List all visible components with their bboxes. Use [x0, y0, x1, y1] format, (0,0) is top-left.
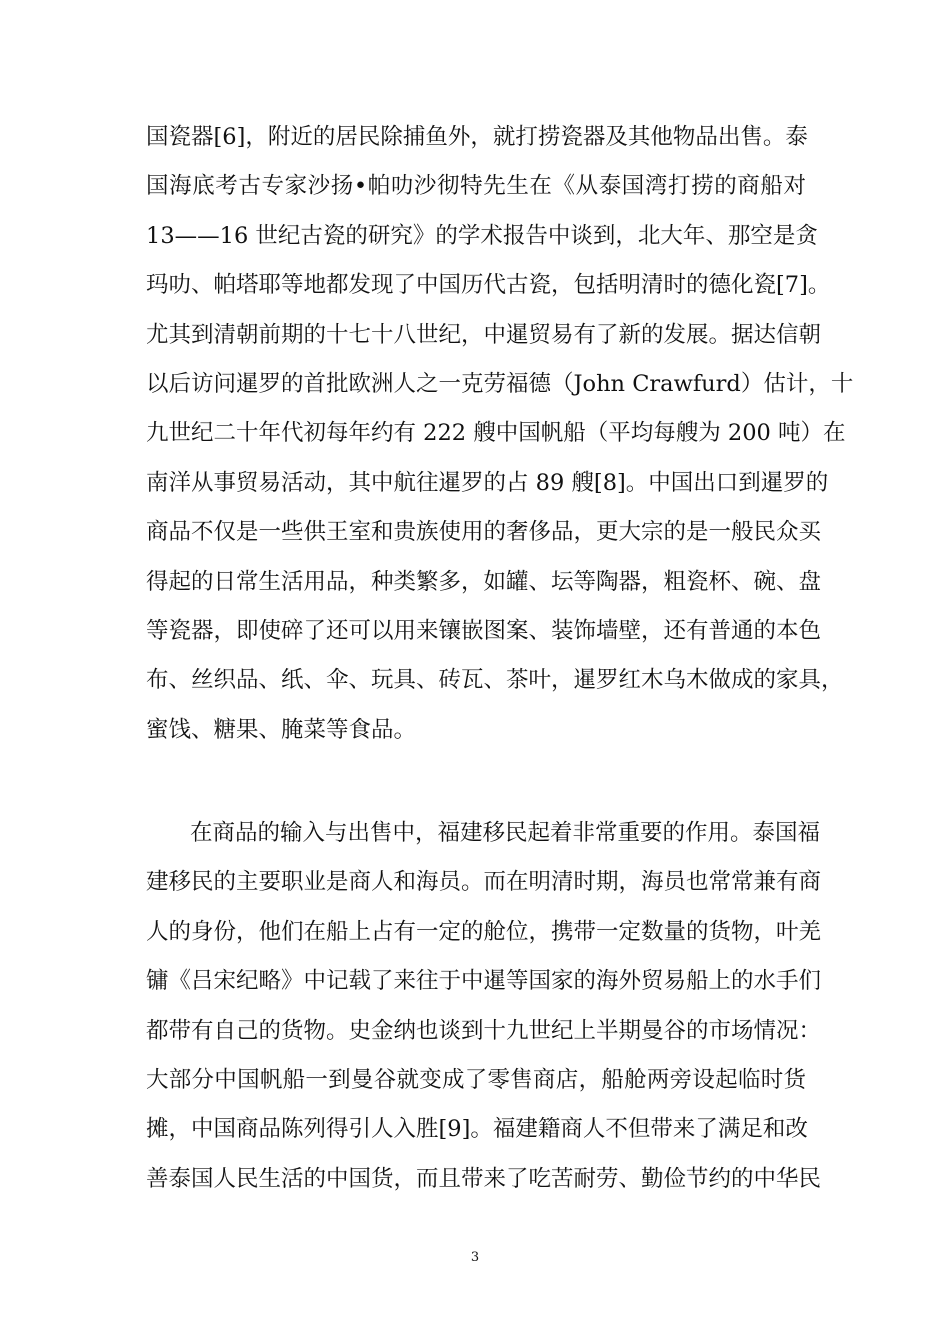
paragraph-line: 国瓷器[6]，附近的居民除捕鱼外，就打捞瓷器及其他物品出售。泰: [146, 124, 808, 150]
paragraph-line: 都带有自己的货物。史金纳也谈到十九世纪上半期曼谷的市场情况：: [146, 1017, 822, 1044]
paragraph-line: 布、丝织品、纸、伞、玩具、砖瓦、茶叶，暹罗红木乌木做成的家具，: [146, 667, 844, 694]
paragraph-2: [146, 814, 822, 1209]
paragraph-line: 13——16 世纪古瓷的研究》的学术报告中谈到，北大年、那空是贪: [146, 222, 818, 249]
paragraph-line: 商品不仅是一些供王室和贵族使用的奢侈品，更大宗的是一般民众买: [146, 519, 822, 546]
paragraph-line: 人的身份，他们在船上占有一定的舱位，携带一定数量的货物，叶羌: [146, 918, 822, 945]
paragraph-line: 南洋从事贸易活动，其中航往暹罗的占 89 艘[8]。中国出口到暹罗的: [146, 469, 829, 496]
paragraph-line: 善泰国人民生活的中国货，而且带来了吃苦耐劳、勤俭节约的中华民: [146, 1165, 822, 1192]
paragraph-1: [146, 118, 854, 760]
paragraph-line: 建移民的主要职业是商人和海员。而在明清时期，海员也常常兼有商: [146, 869, 822, 896]
paragraph-line: 以后访问暹罗的首批欧洲人之一克劳福德（John Crawfurd）估计，十: [146, 370, 854, 397]
paragraph-line: 国海底考古专家沙扬•帕叻沙彻特先生在《从泰国湾打捞的商船对: [146, 173, 806, 200]
paragraph-line: 玛叻、帕塔耶等地都发现了中国历代古瓷，包括明清时的德化瓷[7]。: [146, 272, 831, 299]
paragraph-line: 摊，中国商品陈列得引人入胜[9]。福建籍商人不但带来了满足和改: [146, 1116, 808, 1143]
paragraph-line: 镛《吕宋纪略》中记载了来往于中暹等国家的海外贸易船上的水手们: [146, 968, 822, 995]
paragraph-line: 九世纪二十年代初每年约有 222 艘中国帆船（平均每艘为 200 吨）在: [146, 420, 846, 447]
page-number: 3: [470, 1250, 480, 1265]
paragraph-line: 等瓷器，即使碎了还可以用来镶嵌图案、装饰墙壁，还有普通的本色: [146, 617, 822, 644]
paragraph-line: 得起的日常生活用品，种类繁多，如罐、坛等陶器，粗瓷杯、碗、盘: [146, 568, 822, 595]
paragraph-line: 大部分中国帆船一到曼谷就变成了零售商店，船舱两旁设起临时货: [146, 1066, 806, 1093]
paragraph-line: 蜜饯、糖果、腌菜等食品。: [146, 716, 417, 743]
paragraph-line: 在商品的输入与出售中，福建移民起着非常重要的作用。泰国福: [190, 820, 821, 846]
paragraph-line: 尤其到清朝前期的十七十八世纪，中暹贸易有了新的发展。据达信朝: [146, 321, 822, 348]
